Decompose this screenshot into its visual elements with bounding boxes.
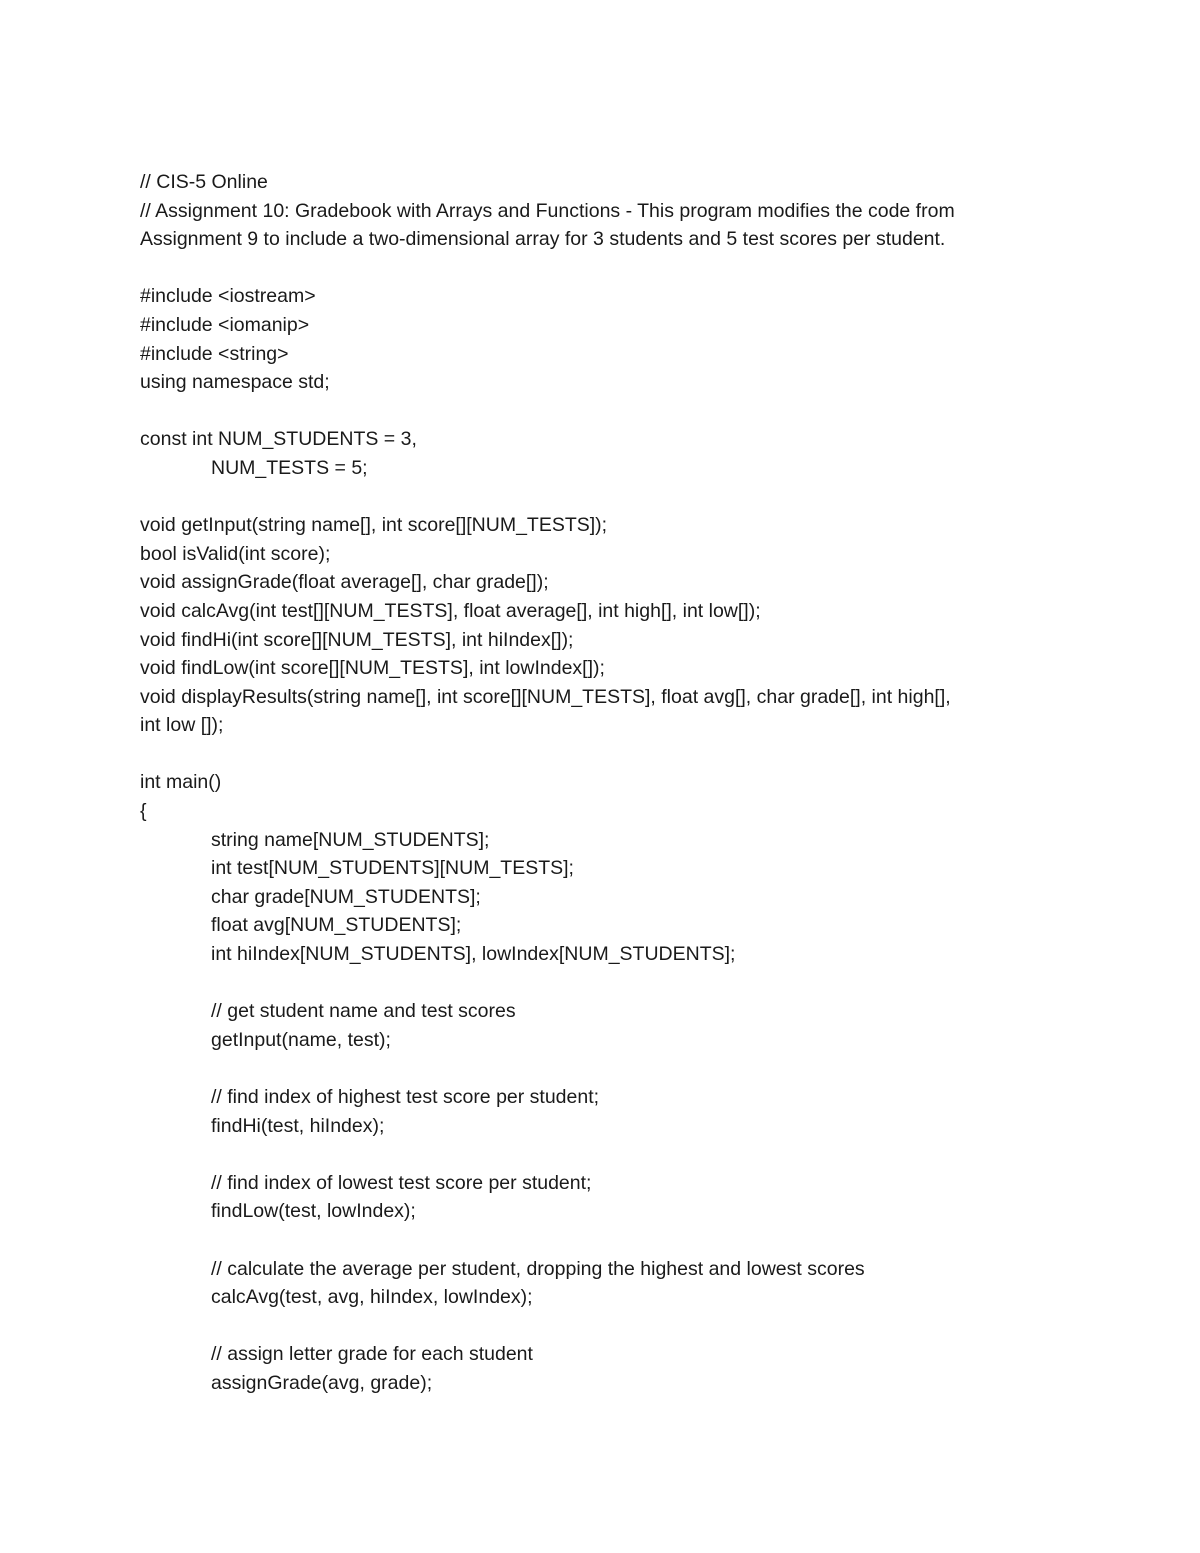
assignment-comment-line-2: Assignment 9 to include a two-dimensional array for 3 students and 5 test scores per student. bbox=[140, 228, 946, 251]
call-calc-avg: calcAvg(test, avg, hiIndex, lowIndex); bbox=[211, 1286, 533, 1309]
prototype-is-valid: bool isValid(int score); bbox=[140, 542, 331, 565]
course-comment: // CIS-5 Online bbox=[140, 171, 268, 193]
decl-name: string name[NUM_STUDENTS]; bbox=[211, 828, 490, 851]
decl-indexes: int hiIndex[NUM_STUDENTS], lowIndex[NUM_STUDENTS]; bbox=[211, 943, 736, 966]
call-find-hi: findHi(test, hiIndex); bbox=[211, 1114, 385, 1137]
const-num-students: const int NUM_STUDENTS = 3, bbox=[140, 428, 417, 451]
document-body bbox=[140, 168, 1060, 1398]
call-get-input: getInput(name, test); bbox=[211, 1028, 391, 1051]
assignment-comment-line-1: // Assignment 10: Gradebook with Arrays and Functions - This program modifies the code from bbox=[140, 199, 955, 222]
blank-line bbox=[140, 969, 1060, 998]
blank-line bbox=[140, 1226, 1060, 1255]
comment-find-hi: // find index of highest test score per student; bbox=[211, 1086, 600, 1108]
decl-grade: char grade[NUM_STUDENTS]; bbox=[211, 885, 481, 908]
main-open-brace: { bbox=[140, 800, 147, 823]
blank-line bbox=[140, 740, 1060, 769]
prototype-find-hi: void findHi(int score[][NUM_TESTS], int hiIndex[]); bbox=[140, 628, 574, 651]
prototype-get-input: void getInput(string name[], int score[][NUM_TESTS]); bbox=[140, 514, 608, 537]
prototype-display-results-line-2: int low []); bbox=[140, 714, 224, 737]
blank-line bbox=[140, 1054, 1060, 1083]
prototype-find-low: void findLow(int score[][NUM_TESTS], int lowIndex[]); bbox=[140, 657, 605, 680]
prototype-display-results-line-1: void displayResults(string name[], int score[][NUM_TESTS], float avg[], char grade[], int high[], bbox=[140, 685, 951, 708]
main-signature: int main() bbox=[140, 771, 222, 794]
comment-calc-avg: // calculate the average per student, dropping the highest and lowest scores bbox=[211, 1257, 865, 1280]
comment-assign-grade: // assign letter grade for each student bbox=[211, 1343, 533, 1366]
comment-get-input: // get student name and test scores bbox=[211, 1000, 516, 1023]
blank-line bbox=[140, 1140, 1060, 1169]
include-iostream: #include <iostream> bbox=[140, 285, 316, 308]
comment-find-low: // find index of lowest test score per student; bbox=[211, 1171, 592, 1194]
include-string: #include <string> bbox=[140, 342, 289, 365]
using-namespace: using namespace std; bbox=[140, 371, 330, 394]
const-num-tests: NUM_TESTS = 5; bbox=[211, 456, 368, 479]
blank-line bbox=[140, 254, 1060, 283]
blank-line bbox=[140, 483, 1060, 512]
prototype-calc-avg: void calcAvg(int test[][NUM_TESTS], float average[], int high[], int low[]); bbox=[140, 599, 761, 622]
call-assign-grade: assignGrade(avg, grade); bbox=[211, 1371, 433, 1394]
prototype-assign-grade: void assignGrade(float average[], char grade[]); bbox=[140, 571, 549, 594]
call-find-low: findLow(test, lowIndex); bbox=[211, 1200, 416, 1223]
decl-test: int test[NUM_STUDENTS][NUM_TESTS]; bbox=[211, 857, 574, 880]
blank-line bbox=[140, 397, 1060, 426]
include-iomanip: #include <iomanip> bbox=[140, 313, 310, 336]
blank-line bbox=[140, 1312, 1060, 1341]
decl-avg: float avg[NUM_STUDENTS]; bbox=[211, 914, 462, 937]
